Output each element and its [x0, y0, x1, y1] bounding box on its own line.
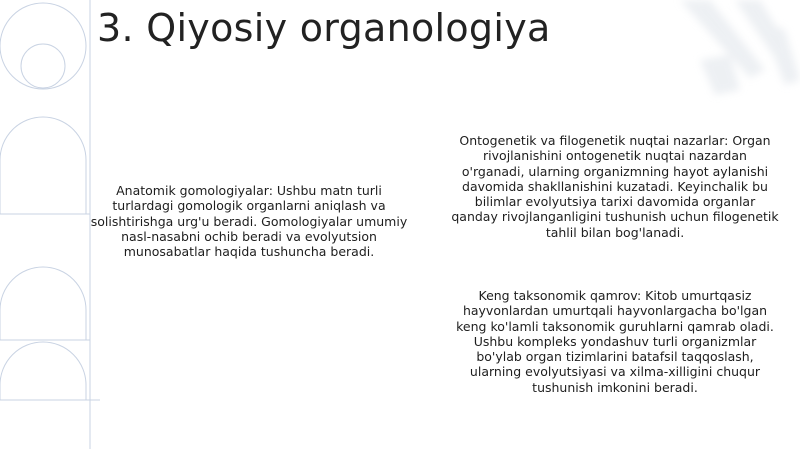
- deco-circle-small: [21, 44, 65, 88]
- deco-circle-large: [0, 3, 86, 89]
- ontogenetic-phylogenetic-text: Ontogenetik va filogenetik nuqtai nazarlar: Organ rivojlanishini ontogenetik nuqtai nazardan o'rganadi, ularning organizmning hayot aylanishi davomida shakllanishini kuzatadi. Keyinchalik bu bilimlar evolyutsiya tarixi davomida organlar qanday rivojlanganligini tushunish uchun filogenetik tahlil bilan bog'lanadi.: [451, 133, 779, 240]
- taxonomic-coverage-text: Keng taksonomik qamrov: Kitob umurtqasiz hayvonlardan umurtqali hayvonlargacha bo'lgan keng ko'lamli taksonomik guruhlarni qamrab oladi. Ushbu kompleks yondashuv turli organizmlar bo'ylab organ tizimlarini batafsil taqqoslash, ularning evolyutsiyasi va xilma-xilligini chuqur tushunish imkonini beradi.: [456, 288, 774, 395]
- anatomical-homologies-text: Anatomik gomologiyalar: Ushbu matn turli turlardagi gomologik organlarni aniqlash va solishtirishga urg'u beradi. Gomologiyalar umumiy nasl-nasabni ochib beradi va evolyutsion munosabatlar haqida tushuncha beradi.: [90, 183, 408, 260]
- deco-arch-upper: [0, 117, 86, 214]
- deco-arch-bottom: [0, 342, 86, 400]
- decorative-blur-shape: [640, 0, 800, 130]
- slide-title: 3. Qiyosiy organologiya: [97, 6, 551, 50]
- decorative-line-art: [0, 0, 100, 449]
- deco-arch-lower: [0, 267, 86, 340]
